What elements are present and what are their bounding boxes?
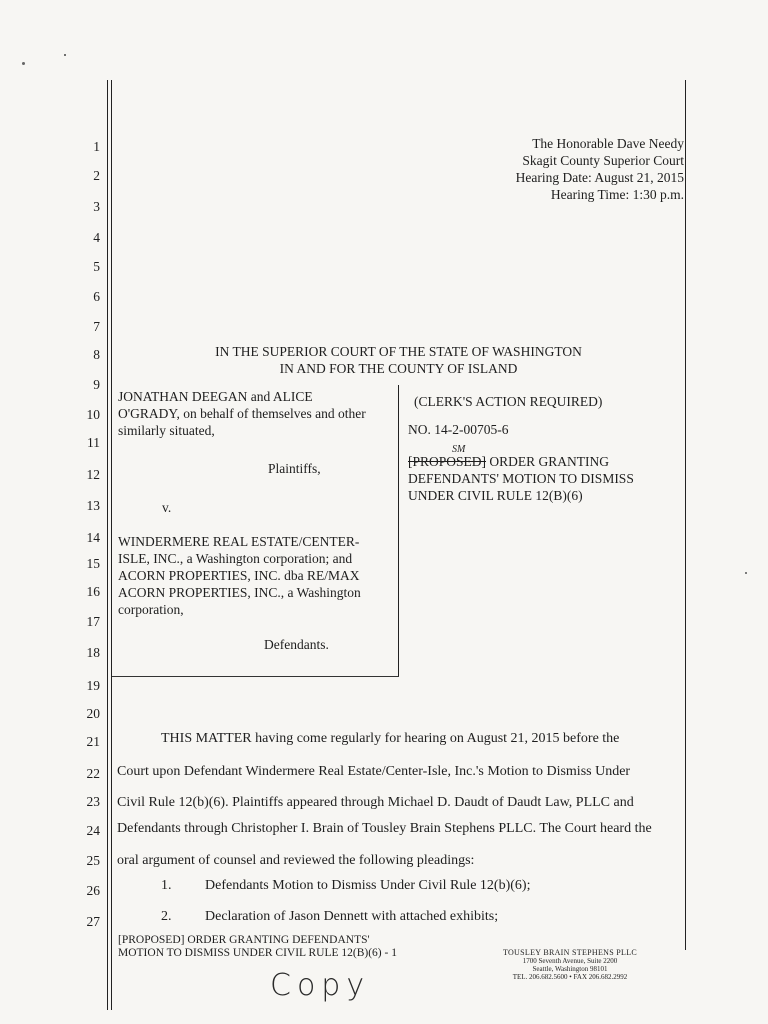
proposed-struck: [PROPOSED] [408,454,487,469]
defendants-line: WINDERMERE REAL ESTATE/CENTER- [118,534,360,549]
line-number-16: 16 [86,584,100,599]
defendants-line: ACORN PROPERTIES, INC. dba RE/MAX [118,568,360,583]
plaintiffs-line: similarly situated, [118,423,215,438]
line-number-13: 13 [86,498,100,513]
line-number-17: 17 [86,614,100,629]
firm-address2: Seattle, Washington 98101 [532,965,608,973]
line-number-2: 2 [93,168,100,183]
firm-block [490,948,650,981]
court-name: Skagit County Superior Court [522,153,684,168]
scan-speck [745,572,747,574]
document-title-line3: UNDER CIVIL RULE 12(B)(6) [408,488,583,503]
caption-bottom-rule [112,676,399,677]
case-number: NO. 14-2-00705-6 [408,422,509,437]
hearing-date: Hearing Date: August 21, 2015 [515,170,684,185]
left-margin-rule-outer [107,80,108,1010]
line-number-18: 18 [86,645,100,660]
hearing-header [516,135,684,203]
right-margin-rule [685,80,686,950]
line-number-11: 11 [87,435,100,450]
list-item-1-text: Defendants Motion to Dismiss Under Civil Rule 12(b)(6); [205,878,531,893]
line-number-1: 1 [93,139,100,154]
list-item-2-number: 2. [161,909,172,924]
line-number-6: 6 [93,289,100,304]
defendants-line: corporation, [118,602,184,617]
defendants-line: ACORN PROPERTIES, INC., a Washington [118,585,361,600]
scan-speck [64,54,66,56]
footer-title-line2: MOTION TO DISMISS UNDER CIVIL RULE 12(B)(6) - 1 [118,947,397,959]
line-number-9: 9 [93,377,100,392]
order-granting: ORDER GRANTING [489,454,610,469]
footer-title-line1: [PROPOSED] ORDER GRANTING DEFENDANTS' [118,934,370,946]
line-number-20: 20 [86,706,100,721]
defendants-line: ISLE, INC., a Washington corporation; and [118,551,353,566]
handwritten-initials: SM [452,444,466,455]
line-number-5: 5 [93,259,100,274]
line-number-8: 8 [93,347,100,362]
line-number-27: 27 [86,914,100,929]
plaintiffs-label: Plaintiffs, [268,461,321,476]
list-item-1-number: 1. [161,878,172,893]
line-number-12: 12 [86,467,100,482]
line-number-19: 19 [86,678,100,693]
judge-name: The Honorable Dave Needy [532,136,684,151]
document-title [408,444,678,504]
caption-divider [398,385,399,677]
copy-stamp: Copy [270,968,371,1003]
line-number-24: 24 [86,823,100,838]
court-title [112,343,685,377]
plaintiffs-line: JONATHAN DEEGAN and ALICE [118,389,313,404]
body-line-2: Court upon Defendant Windermere Real Estate/Center-Isle, Inc.'s Motion to Dismiss Under [117,764,631,779]
line-number-3: 3 [93,199,100,214]
plaintiffs-names [118,388,398,439]
line-number-23: 23 [86,794,100,809]
firm-phone: TEL. 206.682.5600 • FAX 206.682.2992 [512,973,628,981]
plaintiffs-line: O'GRADY, on behalf of themselves and other [118,406,366,421]
clerk-action: (CLERK'S ACTION REQUIRED) [414,394,603,409]
hearing-time: Hearing Time: 1:30 p.m. [550,187,684,202]
firm-name: TOUSLEY BRAIN STEPHENS PLLC [502,948,638,957]
footer-title [118,934,397,960]
line-number-22: 22 [86,766,100,781]
court-title-line2: IN AND FOR THE COUNTY OF ISLAND [279,361,518,376]
court-title-line1: IN THE SUPERIOR COURT OF THE STATE OF WASHINGTON [215,344,582,359]
firm-address1: 1700 Seventh Avenue, Suite 2200 [522,957,618,965]
document-title-line2: DEFENDANTS' MOTION TO DISMISS [408,471,634,486]
line-number-7: 7 [93,319,100,334]
body-line-4: Defendants through Christopher I. Brain of Tousley Brain Stephens PLLC. The Court heard the [117,821,652,836]
defendants-label: Defendants. [264,637,329,652]
document-title-line1 [408,444,678,470]
body-line-5: oral argument of counsel and reviewed the following pleadings: [117,853,475,868]
line-number-10: 10 [86,407,100,422]
line-number-14: 14 [86,530,100,545]
line-number-26: 26 [86,883,100,898]
left-margin-rule-inner [111,80,112,1010]
body-line-3: Civil Rule 12(b)(6). Plaintiffs appeared through Michael D. Daudt of Daudt Law, PLLC and [117,795,634,810]
scan-speck [22,62,25,65]
line-number-15: 15 [86,556,100,571]
line-number-25: 25 [86,853,100,868]
versus: v. [162,500,172,515]
line-number-21: 21 [86,734,100,749]
body-line-1: THIS MATTER having come regularly for hearing on August 21, 2015 before the [161,731,620,746]
list-item-2-text: Declaration of Jason Dennett with attached exhibits; [205,909,499,924]
line-number-4: 4 [93,230,100,245]
defendants-names [118,533,398,618]
